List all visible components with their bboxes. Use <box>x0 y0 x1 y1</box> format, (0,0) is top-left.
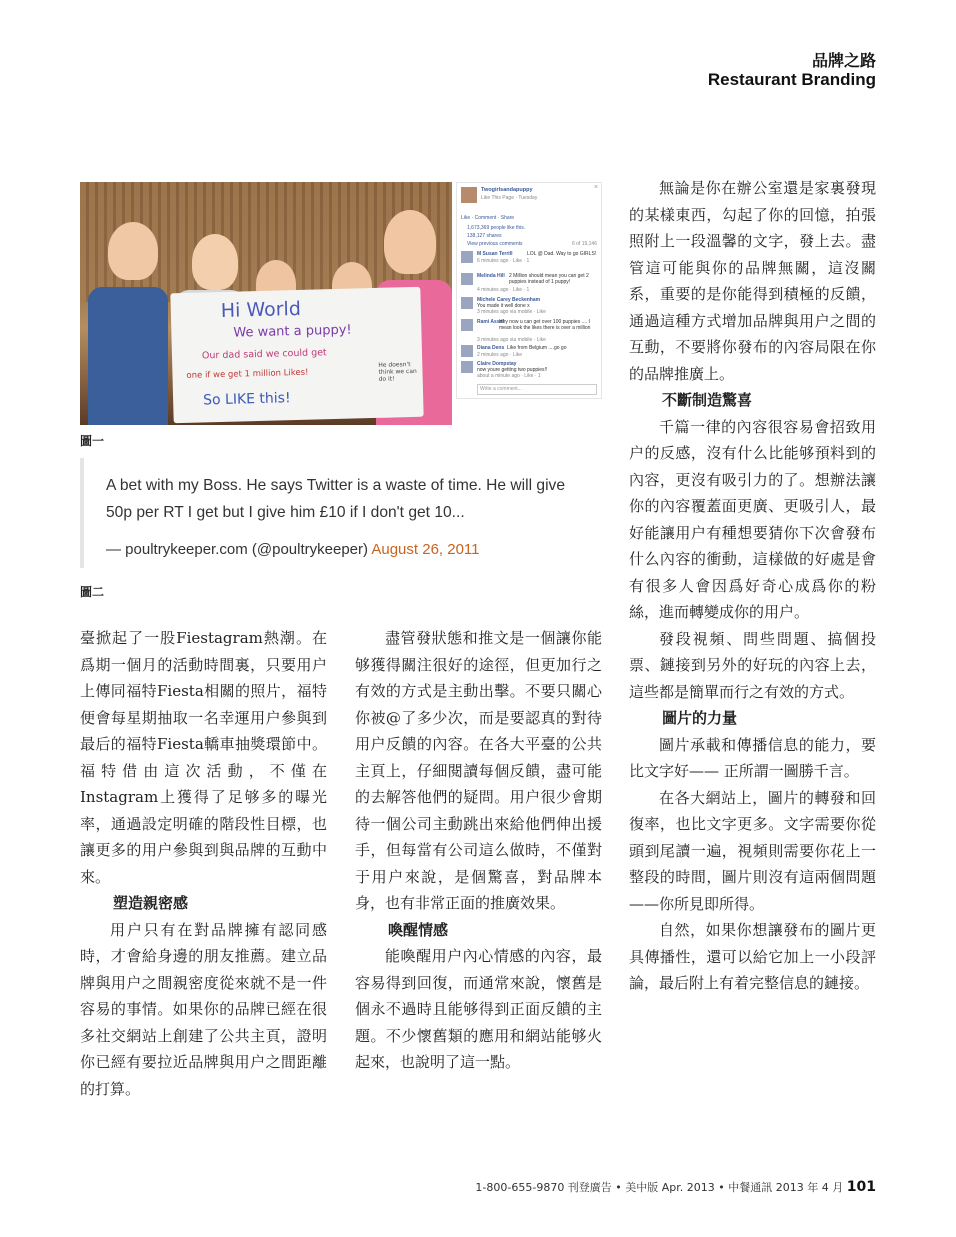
commenter-name[interactable]: M Susan Terrill <box>477 251 513 257</box>
fb-view-comments[interactable]: View previous comments <box>467 241 523 247</box>
col2-paragraph: 盡管發狀態和推文是一個讓你能够獲得關注很好的途徑，但更加行之有效的方式是主動出擊。不要只關心你被@了多少次，而是要認真的對待用户反饋的內容。在各大平臺的公共主頁上，仔細閱讀每個反饋，盡可能的去解答他們的疑問。用户很少會期待一個公司主動跳出來給他們伸出援手，但每當有公司這么做時，不僅對于用户來說，是個驚喜，對品牌本身，也有非常正面的推廣效果。 <box>355 629 602 912</box>
figure1-facebook-post <box>456 182 602 399</box>
close-icon[interactable]: × <box>593 184 598 191</box>
sign-line1: Hi World <box>220 297 302 322</box>
column-3 <box>629 175 876 997</box>
col2-heading: 喚醒情感 <box>388 920 449 939</box>
comment-meta: 3 minutes ago via mobile · Like <box>477 309 546 315</box>
comment-meta: 2 minutes ago · Like <box>477 352 523 358</box>
fb-comment <box>461 273 597 295</box>
tweet-source <box>106 541 480 558</box>
commenter-name[interactable]: Michele Carey Beckenham <box>477 297 541 303</box>
commenter-name[interactable]: Diana Dens <box>477 345 505 351</box>
comment-text: You made it well done x <box>477 303 530 309</box>
column-2 <box>355 625 602 1076</box>
fb-shares: 138,127 shares <box>467 233 502 239</box>
col3-paragraph: 自然，如果你想讓發布的圖片更具傳播性，還可以給它加上一小段評論，最后附上有着完整信息的鏈接。 <box>629 921 876 992</box>
page-avatar <box>461 187 477 203</box>
fb-actions[interactable]: Like · Comment · Share <box>461 215 515 221</box>
page-number: 101 <box>846 1179 876 1195</box>
commenter-name[interactable]: Claire Dompstay <box>477 361 517 367</box>
fb-comment <box>461 251 597 271</box>
section-title-cn: 品牌之路 <box>811 51 876 70</box>
fb-write-comment-input[interactable]: Write a comment... <box>477 384 597 395</box>
tweet-date[interactable]: August 26, 2011 <box>371 541 480 558</box>
comment-text: LOL @ Dad. Way to go GIRLS! <box>527 251 597 257</box>
fb-comment <box>461 345 597 359</box>
sign-line3: Our dad said we could get <box>201 347 327 362</box>
comment-meta: about a minute ago · Like · 1 <box>477 373 541 379</box>
col3-paragraph: 千篇一律的內容很容易會招致用户的反感，沒有什么比能够預料到的內容，更沒有吸引力的了。想辦法讓你的內容覆蓋面更廣、更吸引人，最好能讓用户有種想要猜你下次會發布什么內容的衝動，這樣做的好處是會有很多人會因爲好奇心成爲你的粉絲，進而轉變成你的用户。 <box>629 417 876 621</box>
col3-paragraph: 發段視頻、問些問題、搞個投票、鏈接到另外的好玩的內容上去，這些都是簡單而行之有效的方式。 <box>629 629 876 701</box>
comment-text: 2 Million should mean you can get 2 puppies instead of 1 puppy! <box>509 273 589 285</box>
fb-page-name: Twogirlsandapuppy <box>481 187 533 193</box>
fb-comment <box>461 319 597 343</box>
col3-heading: 圖片的力量 <box>662 709 738 727</box>
comment-meta: 4 minutes ago · Like · 1 <box>477 287 530 293</box>
figure1-caption: 圖一 <box>80 434 105 448</box>
fb-comment-count: 6 of 19,146 <box>571 241 597 247</box>
column-1 <box>80 625 327 1102</box>
col1-paragraph: 用户只有在對品牌擁有認同感時，才會給身邊的朋友推薦。建立品牌與用户之間親密度從來就不是一件容易的事情。如果你的品牌已經在很多社交網站上創建了公共主頁，證明你已經有要拉近品牌與用户之間距離的打算。 <box>80 920 327 1098</box>
comment-meta: 6 minutes ago · Like · 1 <box>477 258 530 264</box>
col3-paragraph: 在各大網站上，圖片的轉發和回復率，也比文字更多。文字需要你從頭到尾讀一遍，視頻則需要你花上一整段的時間，圖片則沒有這兩個問題——你所見即所得。 <box>629 788 876 913</box>
fb-comment <box>461 361 597 381</box>
sign-line4: one if we get 1 million Likes! <box>186 367 309 381</box>
comment-text: Like from Belgium ....go go <box>507 345 567 351</box>
tweet-author[interactable]: — poultrykeeper.com (@poultrykeeper) <box>106 541 369 558</box>
figure2-caption: 圖二 <box>80 585 105 599</box>
fb-likes: 1,673,369 people like this. <box>467 225 526 231</box>
comment-text: now youre getting two puppies!! <box>477 367 548 373</box>
sign-side-note: He doesn't think we can do it! <box>378 361 417 383</box>
fb-subline: Like This Page · Tuesday <box>481 195 538 201</box>
col3-paragraph: 無論是你在辦公室還是家裏發現的某樣東西，勾起了你的回憶，拍張照附上一段溫馨的文字，發上去。盡管這可能與你的品牌無關，這沒關系，重要的是你能得到積極的反饋，通過這種方式增加品牌與用户之間的互動，不要將你發布的內容局限在你的品牌推廣上。 <box>629 179 876 383</box>
commenter-name[interactable]: Melinda Hill <box>477 273 505 279</box>
page-footer <box>475 1179 876 1195</box>
footer-text: 1-800-655-9870 刊登廣告 • 美中版 Apr. 2013 • 中餐通訊 2013 年 4 月 <box>475 1181 844 1194</box>
col3-heading: 不斷制造驚喜 <box>662 391 753 409</box>
section-title-en: Restaurant Branding <box>707 70 876 89</box>
col1-paragraph: 臺掀起了一股Fiestagram熱潮。在爲期一個月的活動時間裏，只要用户上傳同福特Fiesta相關的照片，福特便會每星期抽取一名幸運用户參與到最后的福特Fiesta轎車抽獎環節中。福特借由這次活動，不僅在Instagram上獲得了足够多的曝光率，通過設定明確的階段性目標，也讓更多的用户參與到與品牌的互動中來。 <box>80 629 327 886</box>
commenter-name[interactable]: Rami Assaf <box>477 319 505 325</box>
comment-text: Hey now u can get over 100 puppies .... I mean look the likes there is over a million <box>499 319 591 331</box>
col2-paragraph: 能喚醒用户內心情感的內容，最容易得到回復，而通常來說，懷舊是個永不過時且能够得到正面反饋的主題。不少懷舊類的應用和網站能够火起來，也說明了這一點。 <box>355 947 602 1071</box>
col1-heading: 塑造親密感 <box>113 894 189 912</box>
figure1-photo <box>80 182 452 425</box>
sign-line5: So LIKE this! <box>202 390 291 409</box>
tweet-text: A bet with my Boss. He says Twitter is a waste of time. He will give 50p per RT I get but I give him £10 if I don't get 10... <box>106 477 566 521</box>
col3-paragraph: 圖片承載和傳播信息的能力，要比文字好—— 正所謂一圖勝千言。 <box>629 735 876 780</box>
figure2-tweet <box>80 458 584 568</box>
comment-meta: 3 minutes ago via mobile · Like <box>477 337 546 343</box>
photo-sign <box>170 287 423 423</box>
sign-line2: We want a puppy! <box>233 322 352 341</box>
fb-comment <box>461 297 597 317</box>
